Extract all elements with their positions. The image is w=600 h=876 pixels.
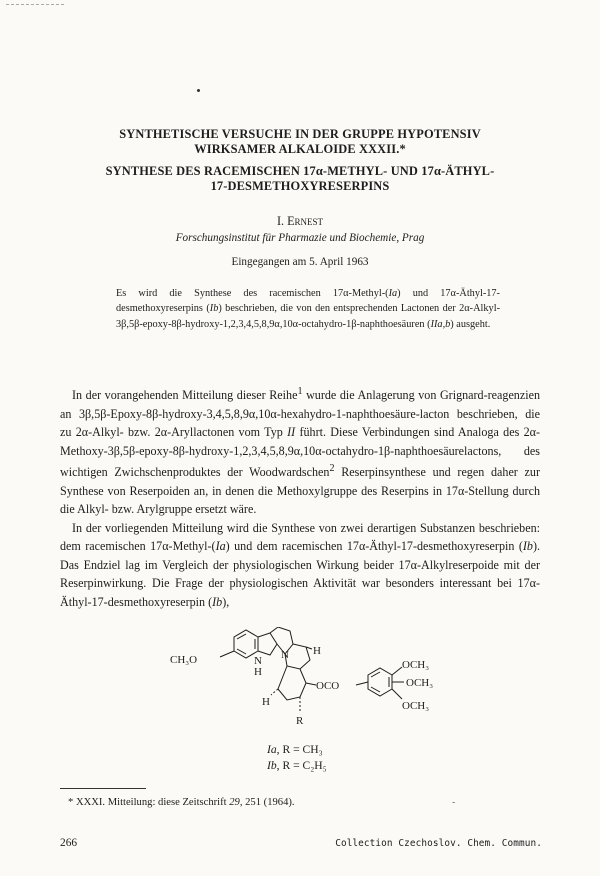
article-title: [60, 127, 540, 157]
nitrogen-label: N: [281, 649, 289, 661]
footnote: [68, 797, 295, 808]
journal-name: Collection Czechoslov. Chem. Commun.: [335, 838, 542, 849]
methoxy-bond: [220, 651, 234, 657]
compound-label: Ib: [267, 759, 277, 772]
methoxy-label: OCH₃: [402, 659, 430, 671]
subtitle-line-1: SYNTHESE DES RACEMISCHEN 17α-METHYL- UND 17α-ÄTHYL-: [105, 164, 495, 178]
compound-label: IIa,b: [430, 318, 451, 330]
margin-mark: -: [452, 797, 456, 808]
text-run: wurde die Anlagerung von Grignard-reagenzien an 3β,5β-Epoxy-8β-hydroxy-3,4,5,8,9α,10α-hexahydro-1-naphthoesäure-lacton beschrieben, die zu 2α-Alkyl- bzw. 2α-Aryllactonen vom Typ: [60, 388, 540, 440]
caption-line-ib: [267, 758, 327, 774]
text-run: In der vorliegenden Mitteilung wird die Synthese von zwei derartigen Substanzen beschrieben: dem racemischen 17α-Methyl-(: [60, 520, 540, 554]
abstract-text: ) ausgeht.: [450, 318, 491, 330]
text-run: Reserpinsynthese und regen daher zur Synthese von Reserpoiden an, in denen die Methoxylgruppe des Reserpins in 17α-Stellung durch die Alkyl- bzw. Arylgruppe ersetzt wäre.: [60, 465, 540, 517]
title-line-2: WIRKSAMER ALKALOIDE XXXII.*: [194, 142, 406, 156]
top-edge-mark: [6, 4, 64, 5]
text-run: führt. Diese Verbindungen sind Analoga des 2α-Methoxy-3β,5β-epoxy-8β-hydroxy-1,2,3,4,5,8,9α,10α-octahydro-1β-naphthoesäurelactons, des wichtigen Zwichschenproduktes der Woodwardschen: [60, 425, 540, 480]
methoxy-bond: [392, 667, 402, 675]
text-run: ),: [222, 594, 230, 609]
compound-label: Ia: [267, 743, 277, 756]
ester-bond: [306, 683, 316, 685]
ring-e: [278, 666, 306, 700]
compound-label: Ia: [388, 288, 398, 299]
hydrogen-label: H: [262, 696, 270, 708]
r-group-label: R: [296, 715, 304, 727]
page-number: 266: [60, 837, 78, 849]
methoxy-label: CH₃O: [170, 654, 198, 666]
compound-label: Ib: [209, 303, 219, 315]
compound-label: Ia: [215, 539, 226, 554]
abstract: [116, 286, 500, 332]
compound-label: Ib: [522, 539, 533, 554]
chemical-structure: [150, 627, 470, 737]
print-speck: [197, 89, 200, 92]
subtitle-line-2: 17-DESMETHOXYRESERPINS: [210, 179, 390, 193]
footnote-volume: 29: [229, 797, 240, 808]
text-run: ) und dem racemischen 17α-Äthyl-17-desmethoxyreserpin (: [225, 539, 523, 554]
paragraph-1: [60, 383, 540, 519]
methoxy-label: OCH₃: [402, 700, 430, 712]
received-date: Eingegangen am 5. April 1963: [231, 256, 369, 268]
formula-text: , R = C₂H₅: [276, 759, 327, 772]
pyrrole-ring: [258, 633, 277, 655]
abstract-text: ) beschrieben, die von den entsprechenden Lactonen der 2α-Alkyl-3β,5β-epoxy-8β-hydroxy-1,2,3,4,5,8,9α,10α-octahydro-1β-naphthoesäuren (: [116, 303, 500, 330]
compound-label: II: [287, 425, 296, 440]
hydrogen-bond: [271, 689, 278, 695]
abstract-text: ) und 17α-Äthyl-17-desmethoxyreserpins (: [116, 288, 500, 315]
footnote-rule: [60, 788, 146, 789]
methoxy-bond: [392, 689, 402, 699]
paragraph-2: [60, 519, 540, 612]
reference-marker: 1: [297, 386, 303, 397]
structure-bonds: [220, 627, 404, 711]
article-subtitle: [60, 164, 540, 194]
reference-marker: 2: [329, 463, 335, 475]
author: I. Ernest: [276, 214, 324, 228]
caption-line-ia: [267, 742, 327, 758]
hydrogen-label: H: [313, 645, 321, 657]
body-text: [60, 383, 540, 611]
title-line-1: SYNTHETISCHE VERSUCHE IN DER GRUPPE HYPOTENSIV: [119, 127, 481, 141]
text-run: ). Das Endziel lag im Vergleich der physiologischen Wirkung beider 17α-Alkylreserpoide mit der Reserpinwirkung. Die Frage der physiologischen Aktivität war besonders interessant bei 17α-Äthyl-17-desmethoxyreserpin (: [60, 539, 541, 609]
indole-nitrogen-label: N: [254, 655, 262, 667]
ester-bond: [356, 682, 368, 685]
indole-hydrogen-label: H: [254, 666, 262, 678]
abstract-text: Es wird die Synthese des racemischen 17α-Methyl-(: [116, 288, 389, 299]
footnote-text: , 251 (1964).: [239, 797, 295, 808]
compound-label: Ib: [212, 594, 223, 609]
text-run: In der vorangehenden Mitteilung dieser Reihe: [72, 388, 298, 403]
structure-caption: [267, 742, 327, 774]
methoxy-label: OCH₃: [406, 677, 434, 689]
ester-label: OCO: [316, 680, 340, 692]
formula-text: , R = CH₃: [276, 743, 323, 756]
affiliation: Forschungsinstitut für Pharmazie und Biochemie, Prag: [175, 232, 425, 244]
footnote-text: * XXXI. Mitteilung: diese Zeitschrift: [68, 797, 230, 808]
